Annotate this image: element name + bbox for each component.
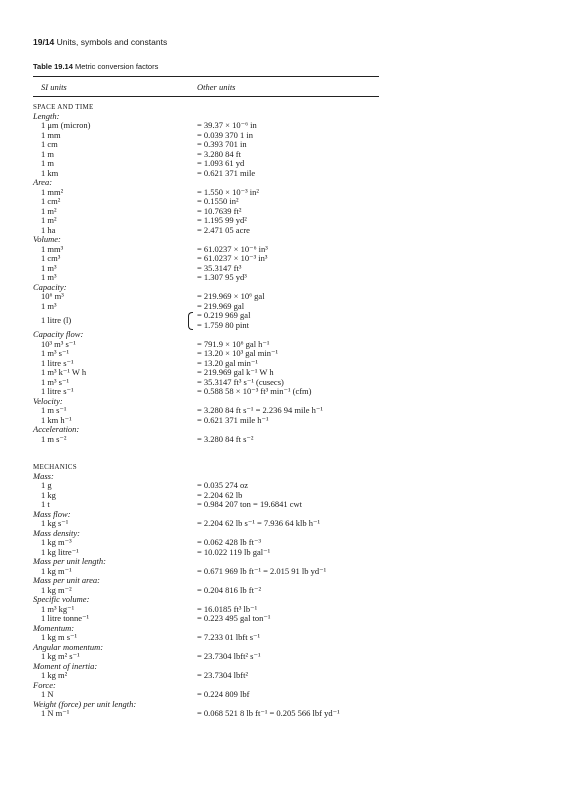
table-row: [33, 500, 533, 510]
other-unit-cell: = 791.9 × 10⁶ gal h⁻¹: [197, 338, 270, 349]
header-rule: [33, 96, 379, 97]
si-unit-cell: 1 m²: [41, 205, 57, 216]
quantity-heading: [33, 283, 533, 293]
table-row: [33, 519, 533, 529]
si-unit-cell: 1 m³ k⁻¹ W h: [41, 367, 87, 377]
page-header: [33, 37, 167, 47]
table-row: [33, 671, 533, 681]
si-unit-cell: 10³ m³ s⁻¹: [41, 338, 76, 349]
quantity-heading-text: Capacity:: [33, 281, 67, 292]
quantity-heading-text: Angular momentum:: [33, 641, 104, 652]
top-rule: [33, 76, 379, 77]
quantity-heading-text: Moment of inertia:: [33, 660, 98, 671]
quantity-heading-text: Mass flow:: [33, 508, 71, 519]
si-unit-cell: 1 m³: [41, 262, 57, 273]
table-row: [33, 245, 533, 255]
si-unit-cell: 1 litre s⁻¹: [41, 357, 74, 368]
table-row: [33, 207, 533, 217]
table-row: [33, 197, 533, 207]
table-row: [33, 159, 533, 169]
quantity-heading-text: Length:: [33, 110, 60, 121]
si-unit-cell: 1 g: [41, 480, 52, 490]
other-unit-cell: = 1.307 95 yd³: [197, 272, 247, 282]
si-unit-cell: 1 m³: [41, 300, 57, 311]
brace-mark: [188, 312, 193, 330]
table-row: [33, 435, 533, 445]
si-unit-cell: 1 kg: [41, 489, 56, 500]
table-row: [33, 633, 533, 643]
quantity-heading: [33, 529, 533, 539]
section-heading: [33, 462, 533, 472]
quantity-heading-text: Volume:: [33, 234, 61, 244]
other-unit-cell: = 3.280 84 ft s⁻²: [197, 433, 254, 444]
si-unit-cell: 1 km: [41, 167, 59, 178]
si-unit-cell: 1 mm³: [41, 243, 64, 254]
si-unit-cell: 1 kg s⁻¹: [41, 518, 69, 528]
si-unit-cell: 1 litre tonne⁻¹: [41, 613, 90, 623]
si-unit-cell: 1 litre s⁻¹: [41, 386, 74, 396]
table-row: [33, 605, 533, 615]
other-unit-cell: = 10.7639 ft²: [197, 205, 242, 216]
other-unit-cell: = 0.671 969 lb ft⁻¹ = 2.015 91 lb yd⁻¹: [197, 565, 327, 576]
si-unit-cell: 1 mm²: [41, 186, 64, 197]
other-unit-cell: = 0.393 701 in: [197, 139, 247, 149]
other-unit-cell: = 61.0237 × 10⁻³ in³: [197, 253, 268, 263]
table-row: [33, 150, 533, 160]
table-row: [33, 311, 533, 330]
si-unit-cell: 1 litre (l): [41, 315, 72, 325]
other-unit-cell: = 0.223 495 gal ton⁻¹: [197, 613, 271, 623]
table-row: [33, 548, 533, 558]
other-unit-cell: = 1.093 61 yd: [197, 158, 245, 168]
quantity-heading: [33, 595, 533, 605]
other-unit-cell: = 0.204 816 lb ft⁻²: [197, 584, 262, 595]
table-row: [33, 131, 533, 141]
quantity-heading: [33, 235, 533, 245]
other-unit-cell: = 10.022 119 lb gal⁻¹: [197, 546, 271, 557]
quantity-heading: [33, 624, 533, 634]
quantity-heading-text: Area:: [33, 177, 53, 187]
other-unit-cell: = 23.7304 lbft² s⁻¹: [197, 651, 261, 661]
si-unit-cell: 1 t: [41, 499, 50, 509]
si-unit-cell: 1 N m⁻¹: [41, 708, 70, 718]
other-unit-cell: = 219.969 gal: [197, 300, 245, 311]
table-row: [33, 406, 533, 416]
table-row: [33, 273, 533, 283]
si-unit-cell: 1 kg m s⁻¹: [41, 632, 78, 642]
table-row: [33, 359, 533, 369]
si-unit-cell: 1 cm: [41, 139, 58, 149]
si-unit-cell: 1 m³: [41, 272, 57, 282]
quantity-heading-text: Capacity flow:: [33, 329, 84, 339]
other-unit-cell: = 0.984 207 ton = 19.6841 cwt: [197, 499, 302, 509]
section-heading-text: SPACE AND TIME: [33, 103, 94, 111]
other-unit-cell: = 0.621 371 mile: [197, 167, 256, 178]
other-unit-cell: = 219.969 gal k⁻¹ W h: [197, 367, 274, 377]
quantity-heading-text: Mass per unit length:: [33, 556, 106, 566]
quantity-heading: [33, 681, 533, 691]
other-unit-cell: = 61.0237 × 10⁻⁶ in³: [197, 243, 268, 254]
si-unit-cell: 1 mm: [41, 129, 61, 140]
table-row: [33, 586, 533, 596]
quantity-heading-text: Mass density:: [33, 527, 80, 538]
other-unit-cell: = 219.969 × 10⁶ gal: [197, 291, 265, 301]
si-unit-cell: 1 m: [41, 158, 54, 168]
si-unit-cell: 1 μm (micron): [41, 120, 91, 130]
table-row: [33, 340, 533, 350]
si-unit-cell: 1 cm³: [41, 253, 61, 263]
table-row: [33, 416, 533, 426]
table-row: [33, 538, 533, 548]
table-row: [33, 349, 533, 359]
quantity-heading-text: Momentum:: [33, 622, 75, 633]
quantity-heading: [33, 178, 533, 188]
section-heading-text: MECHANICS: [33, 463, 77, 471]
other-unit-cell: = 7.233 01 lbft s⁻¹: [197, 632, 261, 642]
si-unit-cell: 1 m³ s⁻¹: [41, 376, 70, 387]
quantity-heading: [33, 472, 533, 482]
table-row: [33, 302, 533, 312]
other-unit-cell: = 3.280 84 ft: [197, 148, 241, 159]
column-header-si: SI units: [41, 82, 67, 92]
page-number: 19/14: [33, 37, 55, 47]
si-unit-cell: 1 ha: [41, 224, 56, 235]
section-heading: [33, 102, 533, 112]
section-spacer: [33, 444, 533, 462]
table-row: [33, 216, 533, 226]
other-unit-cell: = 1.550 × 10⁻³ in²: [197, 186, 259, 197]
table-row: [33, 481, 533, 491]
si-unit-cell: 1 kg m⁻²: [41, 584, 72, 595]
quantity-heading: [33, 662, 533, 672]
si-unit-cell: 1 kg m⁻¹: [41, 565, 72, 576]
si-unit-cell: 1 m: [41, 148, 54, 159]
si-unit-cell: 1 kg litre⁻¹: [41, 546, 79, 557]
si-unit-cell: 1 m s⁻²: [41, 433, 67, 444]
other-unit-cell: = 39.37 × 10⁻⁶ in: [197, 120, 257, 130]
quantity-heading-text: Mass per unit area:: [33, 575, 100, 585]
si-unit-cell: 1 kg m² s⁻¹: [41, 651, 80, 661]
other-unit-cell: = 13.20 × 10³ gal min⁻¹: [197, 348, 279, 358]
other-unit-cell: = 35.3147 ft³ s⁻¹ (cusecs): [197, 376, 284, 387]
si-unit-cell: 1 m³ kg⁻¹: [41, 603, 75, 614]
si-unit-cell: 1 km h⁻¹: [41, 414, 72, 425]
conversion-table: [33, 102, 533, 719]
other-unit-cell: = 1.759 80 pint: [197, 319, 250, 330]
section-title: Units, symbols and constants: [56, 37, 168, 47]
other-unit-cell: = 0.039 370 1 in: [197, 129, 254, 140]
table-row: [33, 652, 533, 662]
table-row: [33, 709, 533, 719]
quantity-heading: [33, 576, 533, 586]
quantity-heading-text: Weight (force) per unit length:: [33, 698, 137, 709]
table-row: [33, 387, 533, 397]
quantity-heading: [33, 330, 533, 340]
si-unit-cell: 1 cm²: [41, 196, 61, 206]
si-unit-cell: 1 m²: [41, 215, 57, 225]
table-label: Table 19.14: [33, 62, 73, 71]
table-row: [33, 567, 533, 577]
other-unit-cell: = 2.204 62 lb: [197, 489, 243, 500]
quantity-heading-text: Specific volume:: [33, 594, 90, 604]
quantity-heading: [33, 643, 533, 653]
column-header-other: Other units: [197, 82, 236, 92]
other-unit-cell: = 0.035 274 oz: [197, 480, 249, 490]
table-row: [33, 169, 533, 179]
table-row: [33, 188, 533, 198]
other-unit-cell: = 0.588 58 × 10⁻³ ft³ min⁻¹ (cfm): [197, 386, 312, 396]
table-row: [33, 614, 533, 624]
si-unit-cell: 10⁶ m³: [41, 291, 64, 301]
si-unit-cell: 1 m³ s⁻¹: [41, 348, 70, 358]
table-row: [33, 140, 533, 150]
si-unit-cell: 1 N: [41, 689, 54, 699]
other-unit-cell: = 13.20 gal min⁻¹: [197, 357, 258, 368]
other-unit-cell: = 35.3147 ft³: [197, 262, 242, 273]
table-caption: [33, 62, 158, 71]
other-unit-cell: = 0.224 809 lbf: [197, 689, 250, 699]
other-unit-cell: = 2.471 05 acre: [197, 224, 250, 235]
other-unit-cell: = 0.1550 in²: [197, 196, 239, 206]
other-unit-cell: = 0.621 371 mile h⁻¹: [197, 414, 269, 425]
quantity-heading: [33, 425, 533, 435]
other-unit-cell: = 3.280 84 ft s⁻¹ = 2.236 94 mile h⁻¹: [197, 405, 323, 415]
si-unit-cell: 1 kg m²: [41, 670, 68, 680]
other-unit-cell: = 0.068 521 8 lb ft⁻¹ = 0.205 566 lbf yd⁻¹: [197, 708, 340, 718]
other-unit-cell: = 0.219 969 gal: [197, 310, 251, 320]
table-title: Metric conversion factors: [74, 62, 159, 71]
table-row: [33, 226, 533, 236]
other-unit-cell: = 0.062 428 lb ft⁻³: [197, 537, 262, 547]
si-unit-cell: 1 kg m⁻³: [41, 537, 72, 547]
quantity-heading-text: Acceleration:: [33, 424, 80, 434]
quantity-heading-text: Velocity:: [33, 395, 63, 406]
quantity-heading: [33, 112, 533, 122]
table-row: [33, 254, 533, 264]
other-unit-cell: = 23.7304 lbft²: [197, 670, 249, 680]
other-unit-cell: = 1.195 99 yd²: [197, 215, 247, 225]
other-unit-cell: = 2.204 62 lb s⁻¹ = 7.936 64 klb h⁻¹: [197, 518, 321, 528]
quantity-heading-text: Force:: [33, 679, 56, 690]
table-row: [33, 292, 533, 302]
table-row: [33, 264, 533, 274]
si-unit-cell: 1 m s⁻¹: [41, 405, 67, 415]
other-unit-cell: = 16.0185 ft³ lb⁻¹: [197, 603, 258, 614]
quantity-heading-text: Mass:: [33, 470, 54, 481]
table-row: [33, 121, 533, 131]
